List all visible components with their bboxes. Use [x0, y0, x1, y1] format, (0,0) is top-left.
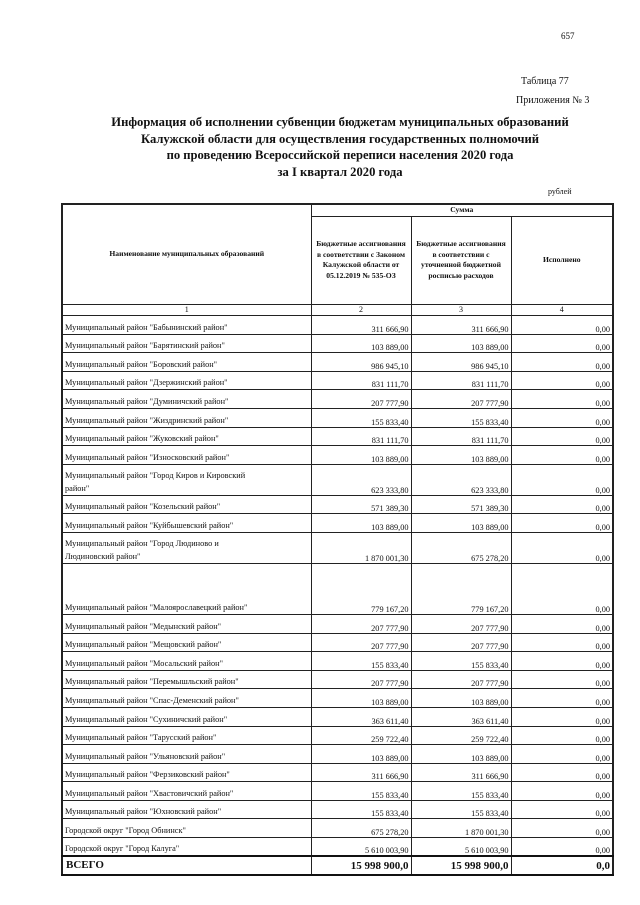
municipality-name — [62, 532, 311, 563]
total-label: ВСЕГО — [62, 856, 311, 875]
roster-amount: 259 722,40 — [411, 726, 511, 745]
law-amount: 155 833,40 — [311, 800, 411, 819]
municipality-name: Муниципальный район "Износковский район" — [62, 446, 311, 465]
roster-amount: 311 666,90 — [411, 316, 511, 335]
appendix-label: Приложения № 3 — [516, 95, 590, 106]
roster-amount: 831 111,70 — [411, 371, 511, 390]
table-row — [62, 838, 613, 857]
law-amount: 207 777,90 — [311, 390, 411, 409]
law-amount: 675 278,20 — [311, 819, 411, 838]
law-amount: 155 833,40 — [311, 782, 411, 801]
page-number: 657 — [561, 31, 575, 41]
roster-amount: 207 777,90 — [411, 633, 511, 652]
law-amount: 5 610 003,90 — [311, 838, 411, 857]
law-amount: 779 167,20 — [311, 563, 411, 614]
municipality-name: Муниципальный район "Жиздринский район" — [62, 408, 311, 427]
header-roster-column: Бюджетные ассигнования в соответствии с уточненной бюджетной росписью расходов — [411, 216, 511, 304]
municipality-name: Муниципальный район "Барятинский район" — [62, 334, 311, 353]
executed-amount: 0,00 — [511, 670, 613, 689]
municipality-name: Муниципальный район "Дзержинский район" — [62, 371, 311, 390]
roster-amount: 623 333,80 — [411, 464, 511, 495]
roster-amount: 207 777,90 — [411, 614, 511, 633]
table-row — [62, 334, 613, 353]
roster-amount: 207 777,90 — [411, 390, 511, 409]
law-amount: 831 111,70 — [311, 371, 411, 390]
executed-amount: 0,00 — [511, 371, 613, 390]
municipality-name: Муниципальный район "Ульяновский район" — [62, 745, 311, 764]
roster-amount: 779 167,20 — [411, 563, 511, 614]
table-row — [62, 763, 613, 782]
roster-amount: 831 111,70 — [411, 427, 511, 446]
total-law-amount: 15 998 900,0 — [311, 856, 411, 875]
table-row — [62, 707, 613, 726]
total-row — [62, 856, 613, 875]
executed-amount: 0,00 — [511, 446, 613, 465]
law-amount: 311 666,90 — [311, 316, 411, 335]
executed-amount: 0,00 — [511, 745, 613, 764]
municipality-name: Муниципальный район "Ферзиковский район" — [62, 763, 311, 782]
table-row — [62, 514, 613, 533]
municipality-name: Городской округ "Город Калуга" — [62, 838, 311, 857]
column-number: 3 — [411, 304, 511, 316]
header-sum-group: Сумма — [311, 204, 613, 216]
roster-amount: 571 389,30 — [411, 495, 511, 514]
executed-amount: 0,00 — [511, 652, 613, 671]
municipality-name-line: район" — [65, 483, 90, 493]
law-amount: 207 777,90 — [311, 670, 411, 689]
table-row — [62, 495, 613, 514]
executed-amount: 0,00 — [511, 563, 613, 614]
law-amount: 103 889,00 — [311, 689, 411, 708]
table-row — [62, 464, 613, 495]
municipality-name-line: Муниципальный район "Город Киров и Кировский — [65, 470, 246, 480]
executed-amount: 0,00 — [511, 353, 613, 372]
roster-amount: 1 870 001,30 — [411, 819, 511, 838]
header-law-column: Бюджетные ассигнования в соответствии с Законом Калужской области от 05.12.2019 № 535-ОЗ — [311, 216, 411, 304]
law-amount: 155 833,40 — [311, 408, 411, 427]
column-number: 2 — [311, 304, 411, 316]
municipality-name: Муниципальный район "Тарусский район" — [62, 726, 311, 745]
executed-amount: 0,00 — [511, 495, 613, 514]
municipality-name: Муниципальный район "Медынский район" — [62, 614, 311, 633]
total-roster-amount: 15 998 900,0 — [411, 856, 511, 875]
table-row — [62, 689, 613, 708]
subvention-table — [61, 203, 614, 876]
law-amount: 259 722,40 — [311, 726, 411, 745]
units-label: рублей — [548, 187, 572, 196]
municipality-name: Муниципальный район "Спас-Деменский район" — [62, 689, 311, 708]
executed-amount: 0,00 — [511, 334, 613, 353]
law-amount: 103 889,00 — [311, 745, 411, 764]
roster-amount: 311 666,90 — [411, 763, 511, 782]
law-amount: 207 777,90 — [311, 614, 411, 633]
table-row — [62, 745, 613, 764]
roster-amount: 155 833,40 — [411, 652, 511, 671]
roster-amount: 675 278,20 — [411, 532, 511, 563]
roster-amount: 155 833,40 — [411, 800, 511, 819]
executed-amount: 0,00 — [511, 800, 613, 819]
municipality-name: Муниципальный район "Жуковский район" — [62, 427, 311, 446]
roster-amount: 207 777,90 — [411, 670, 511, 689]
title-line: за I квартал 2020 года — [277, 164, 403, 179]
table-row — [62, 446, 613, 465]
column-number: 1 — [62, 304, 311, 316]
executed-amount: 0,00 — [511, 726, 613, 745]
roster-amount: 103 889,00 — [411, 334, 511, 353]
law-amount: 1 870 001,30 — [311, 532, 411, 563]
header-name-column: Наименование муниципальных образований — [62, 204, 311, 304]
roster-amount: 155 833,40 — [411, 408, 511, 427]
executed-amount: 0,00 — [511, 532, 613, 563]
executed-amount: 0,00 — [511, 707, 613, 726]
law-amount: 311 666,90 — [311, 763, 411, 782]
municipality-name: Муниципальный район "Куйбышевский район" — [62, 514, 311, 533]
law-amount: 103 889,00 — [311, 514, 411, 533]
total-executed-amount: 0,0 — [511, 856, 613, 875]
municipality-name — [62, 464, 311, 495]
table-row — [62, 371, 613, 390]
title-line: по проведению Всероссийской переписи населения 2020 года — [166, 148, 514, 162]
law-amount: 571 389,30 — [311, 495, 411, 514]
executed-amount: 0,00 — [511, 819, 613, 838]
title-line: Информация об исполнении субвенции бюджетам муниципальных образований — [111, 115, 569, 129]
table-row — [62, 408, 613, 427]
municipality-name: Муниципальный район "Бабынинский район" — [62, 316, 311, 335]
executed-amount: 0,00 — [511, 838, 613, 857]
law-amount: 103 889,00 — [311, 446, 411, 465]
municipality-name: Муниципальный район "Хвастовичский район" — [62, 782, 311, 801]
municipality-name: Муниципальный район "Думиничский район" — [62, 390, 311, 409]
municipality-name: Муниципальный район "Козельский район" — [62, 495, 311, 514]
table-row — [62, 670, 613, 689]
header-executed-column: Исполнено — [511, 216, 613, 304]
municipality-name: Муниципальный район "Мосальский район" — [62, 652, 311, 671]
municipality-name: Муниципальный район "Юхновский район" — [62, 800, 311, 819]
law-amount: 155 833,40 — [311, 652, 411, 671]
law-amount: 831 111,70 — [311, 427, 411, 446]
table-label: Таблица 77 — [521, 76, 569, 87]
law-amount: 103 889,00 — [311, 334, 411, 353]
municipality-name: Муниципальный район "Сухиничский район" — [62, 707, 311, 726]
executed-amount: 0,00 — [511, 390, 613, 409]
executed-amount: 0,00 — [511, 763, 613, 782]
executed-amount: 0,00 — [511, 427, 613, 446]
table-row — [62, 800, 613, 819]
executed-amount: 0,00 — [511, 633, 613, 652]
executed-amount: 0,00 — [511, 464, 613, 495]
municipality-name: Муниципальный район "Малоярославецкий район" — [62, 563, 311, 614]
executed-amount: 0,00 — [511, 614, 613, 633]
municipality-name: Городской округ "Город Обнинск" — [62, 819, 311, 838]
table-row — [62, 427, 613, 446]
table-row — [62, 782, 613, 801]
municipality-name-line: Муниципальный район "Город Людиново и — [65, 538, 219, 548]
table-row — [62, 819, 613, 838]
table-row — [62, 532, 613, 563]
table-row — [62, 353, 613, 372]
municipality-name: Муниципальный район "Боровский район" — [62, 353, 311, 372]
table-row — [62, 614, 613, 633]
executed-amount: 0,00 — [511, 689, 613, 708]
document-title — [60, 114, 620, 180]
law-amount: 207 777,90 — [311, 633, 411, 652]
table-row — [62, 726, 613, 745]
municipality-name-line: Людиновский район" — [65, 551, 141, 561]
table-row — [62, 652, 613, 671]
municipality-name: Муниципальный район "Перемышльский район" — [62, 670, 311, 689]
title-line: Калужской области для осуществления государственных полномочий — [140, 131, 540, 146]
executed-amount: 0,00 — [511, 514, 613, 533]
law-amount: 986 945,10 — [311, 353, 411, 372]
municipality-name: Муниципальный район "Мещовский район" — [62, 633, 311, 652]
roster-amount: 103 889,00 — [411, 689, 511, 708]
executed-amount: 0,00 — [511, 316, 613, 335]
executed-amount: 0,00 — [511, 408, 613, 427]
roster-amount: 5 610 003,90 — [411, 838, 511, 857]
roster-amount: 103 889,00 — [411, 446, 511, 465]
executed-amount: 0,00 — [511, 782, 613, 801]
table-row — [62, 633, 613, 652]
table-row — [62, 390, 613, 409]
roster-amount: 155 833,40 — [411, 782, 511, 801]
table-row — [62, 316, 613, 335]
column-number: 4 — [511, 304, 613, 316]
roster-amount: 363 611,40 — [411, 707, 511, 726]
roster-amount: 986 945,10 — [411, 353, 511, 372]
law-amount: 363 611,40 — [311, 707, 411, 726]
table-row — [62, 563, 613, 614]
roster-amount: 103 889,00 — [411, 745, 511, 764]
law-amount: 623 333,80 — [311, 464, 411, 495]
roster-amount: 103 889,00 — [411, 514, 511, 533]
